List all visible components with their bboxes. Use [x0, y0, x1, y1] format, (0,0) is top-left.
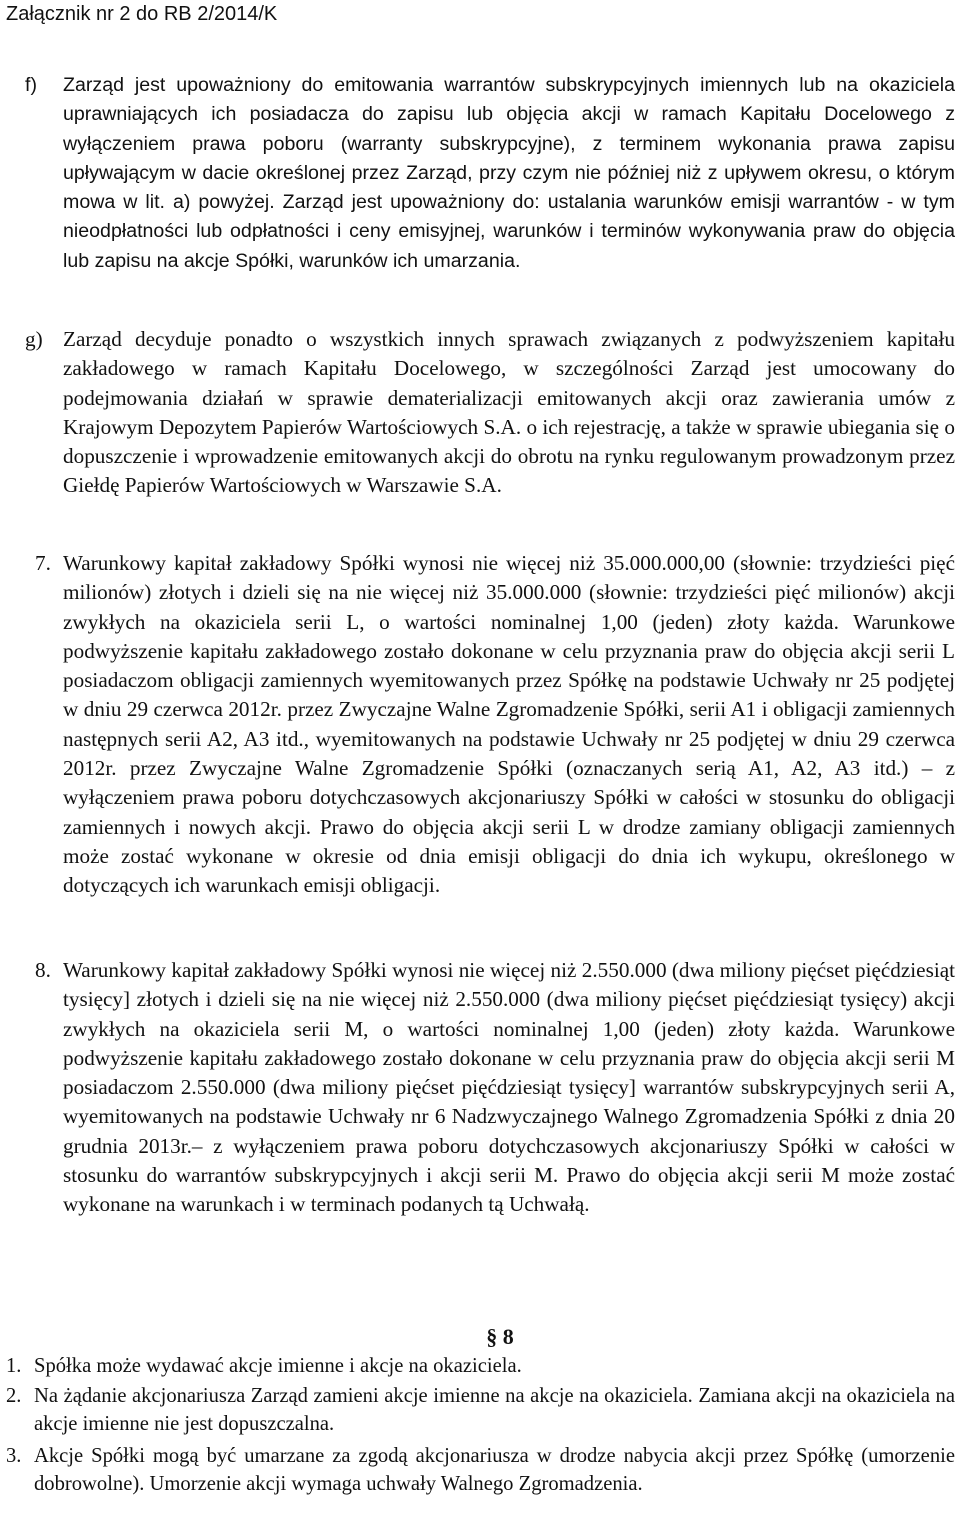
section-heading: § 8	[486, 1324, 514, 1349]
section-point	[6, 1442, 955, 1498]
section-point	[6, 1352, 955, 1380]
section-point	[6, 1382, 955, 1438]
paragraph-g	[25, 325, 955, 501]
paragraph-marker: 7.	[35, 551, 51, 575]
point-marker: 1.	[6, 1355, 22, 1377]
paragraph-text: Zarząd jest upoważniony do emitowania warrantów subskrypcyjnych imiennych lub na okaziciela uprawniających ich posiadacza do zapisu lub objęcia akcji w ramach Kapitału Docelowego z wyłączeniem prawa poboru (warranty subskrypcyjne), z terminem wykonania prawa zapisu upływającym w dacie określonej przez Zarząd, przy czym nie później niż z upływem okresu, o którym mowa w lit. a) powyżej. Zarząd jest upoważniony do: ustalania warunków emisji warrantów - w tym nieodpłatności lub odpłatności i ceny emisyjnej, warunków i terminów wykonywania praw do objęcia lub zapisu na akcje Spółki, warunków ich umarzania.	[63, 74, 955, 272]
paragraph-marker: f)	[25, 74, 37, 96]
point-marker: 2.	[6, 1385, 22, 1407]
point-marker: 3.	[6, 1445, 22, 1467]
paragraph-marker: 8.	[35, 958, 51, 982]
paragraph-text: Warunkowy kapitał zakładowy Spółki wynosi nie więcej niż 35.000.000,00 (słownie: trzydzieści pięć milionów) złotych i dzieli się na nie więcej niż 35.000.000 (słownie: trzydzieści pięć milionów) akcji zwykłych na okaziciela serii L, o wartości nominalnej 1,00 (jeden) złoty każda. Warunkowe podwyższenie kapitału zakładowego zostało dokonane w celu przyznania praw do objęcia akcji serii L posiadaczom obligacji zamiennych wyemitowanych przez Spółkę na podstawie Uchwały nr 25 podjętej w dniu 29 czerwca 2012r. przez Zwyczajne Walne Zgromadzenie Spółki, serii A1 i obligacji zamiennych następnych serii A2, A3 itd., wyemitowanych na podstawie Uchwały nr 25 podjętej w dniu 29 czerwca 2012r. przez Zwyczajne Walne Zgromadzenie Spółki (oznaczanych serią A1, A2, A3 itd.) – z wyłączeniem prawa poboru dotychczasowych akcjonariuszy Spółki w całości w stosunku do obligacji zamiennych i nowych akcji. Prawo do objęcia akcji serii L w drodze zamiany obligacji zamiennych może zostać wykonane w okresie od dnia emisji obligacji do dnia ich wykupu, określonego w dotyczących ich warunkach emisji obligacji.	[63, 551, 955, 898]
paragraph-7	[35, 549, 955, 901]
paragraph-f	[25, 71, 955, 276]
paragraph-text: Zarząd decyduje ponadto o wszystkich innych sprawach związanych z podwyższeniem kapitału zakładowego w ramach Kapitału Docelowego, w szczególności Zarząd jest umocowany do podejmowania działań w sprawie dematerializacji emitowanych akcji oraz zawierania umów z Krajowym Depozytem Papierów Wartościowych S.A. o ich rejestrację, a także w sprawie ubiegania się o dopuszczenie i wprowadzenie emitowanych akcji do obrotu na rynku regulowanym prowadzonym przez Giełdę Papierów Wartościowych w Warszawie S.A.	[63, 327, 955, 498]
point-text: Akcje Spółki mogą być umarzane za zgodą akcjonariusza w drodze nabycia akcji przez Spółkę (umorzenie dobrowolne). Umorzenie akcji wymaga uchwały Walnego Zgromadzenia.	[34, 1445, 955, 1496]
paragraph-text: Warunkowy kapitał zakładowy Spółki wynosi nie więcej niż 2.550.000 (dwa miliony pięćset pięćdziesiąt tysięcy] złotych i dzieli się na nie więcej niż 2.550.000 (dwa miliony pięćset pięćdziesiąt tysięcy) akcji zwykłych na okaziciela serii M, o wartości nominalnej 1,00 (jeden) złoty każda. Warunkowe podwyższenie kapitału zakładowego zostało dokonane w celu przyznania praw do objęcia akcji serii M posiadaczom 2.550.000 (dwa miliony pięćset pięćdziesiąt tysięcy] warrantów subskrypcyjnych serii A, wyemitowanych na podstawie Uchwały nr 6 Nadzwyczajnego Walnego Zgromadzenia Spółki z dnia 20 grudnia 2013r.– z wyłączeniem prawa poboru dotychczasowych akcjonariuszy Spółki w całości w stosunku do warrantów subskrypcyjnych i akcji serii M. Prawo do objęcia akcji serii M może zostać wykonane na warunkach i w terminach podanych tą Uchwałą.	[63, 958, 955, 1217]
point-text: Spółka może wydawać akcje imienne i akcje na okaziciela.	[34, 1355, 522, 1377]
point-text: Na żądanie akcjonariusza Zarząd zamieni akcje imienne na akcje na okaziciela. Zamiana akcji na okaziciela na akcje imienne nie jest dopuszczalna.	[34, 1385, 955, 1436]
paragraph-8	[35, 956, 955, 1220]
document-header: Załącznik nr 2 do RB 2/2014/K	[6, 3, 278, 25]
paragraph-marker: g)	[25, 327, 43, 351]
